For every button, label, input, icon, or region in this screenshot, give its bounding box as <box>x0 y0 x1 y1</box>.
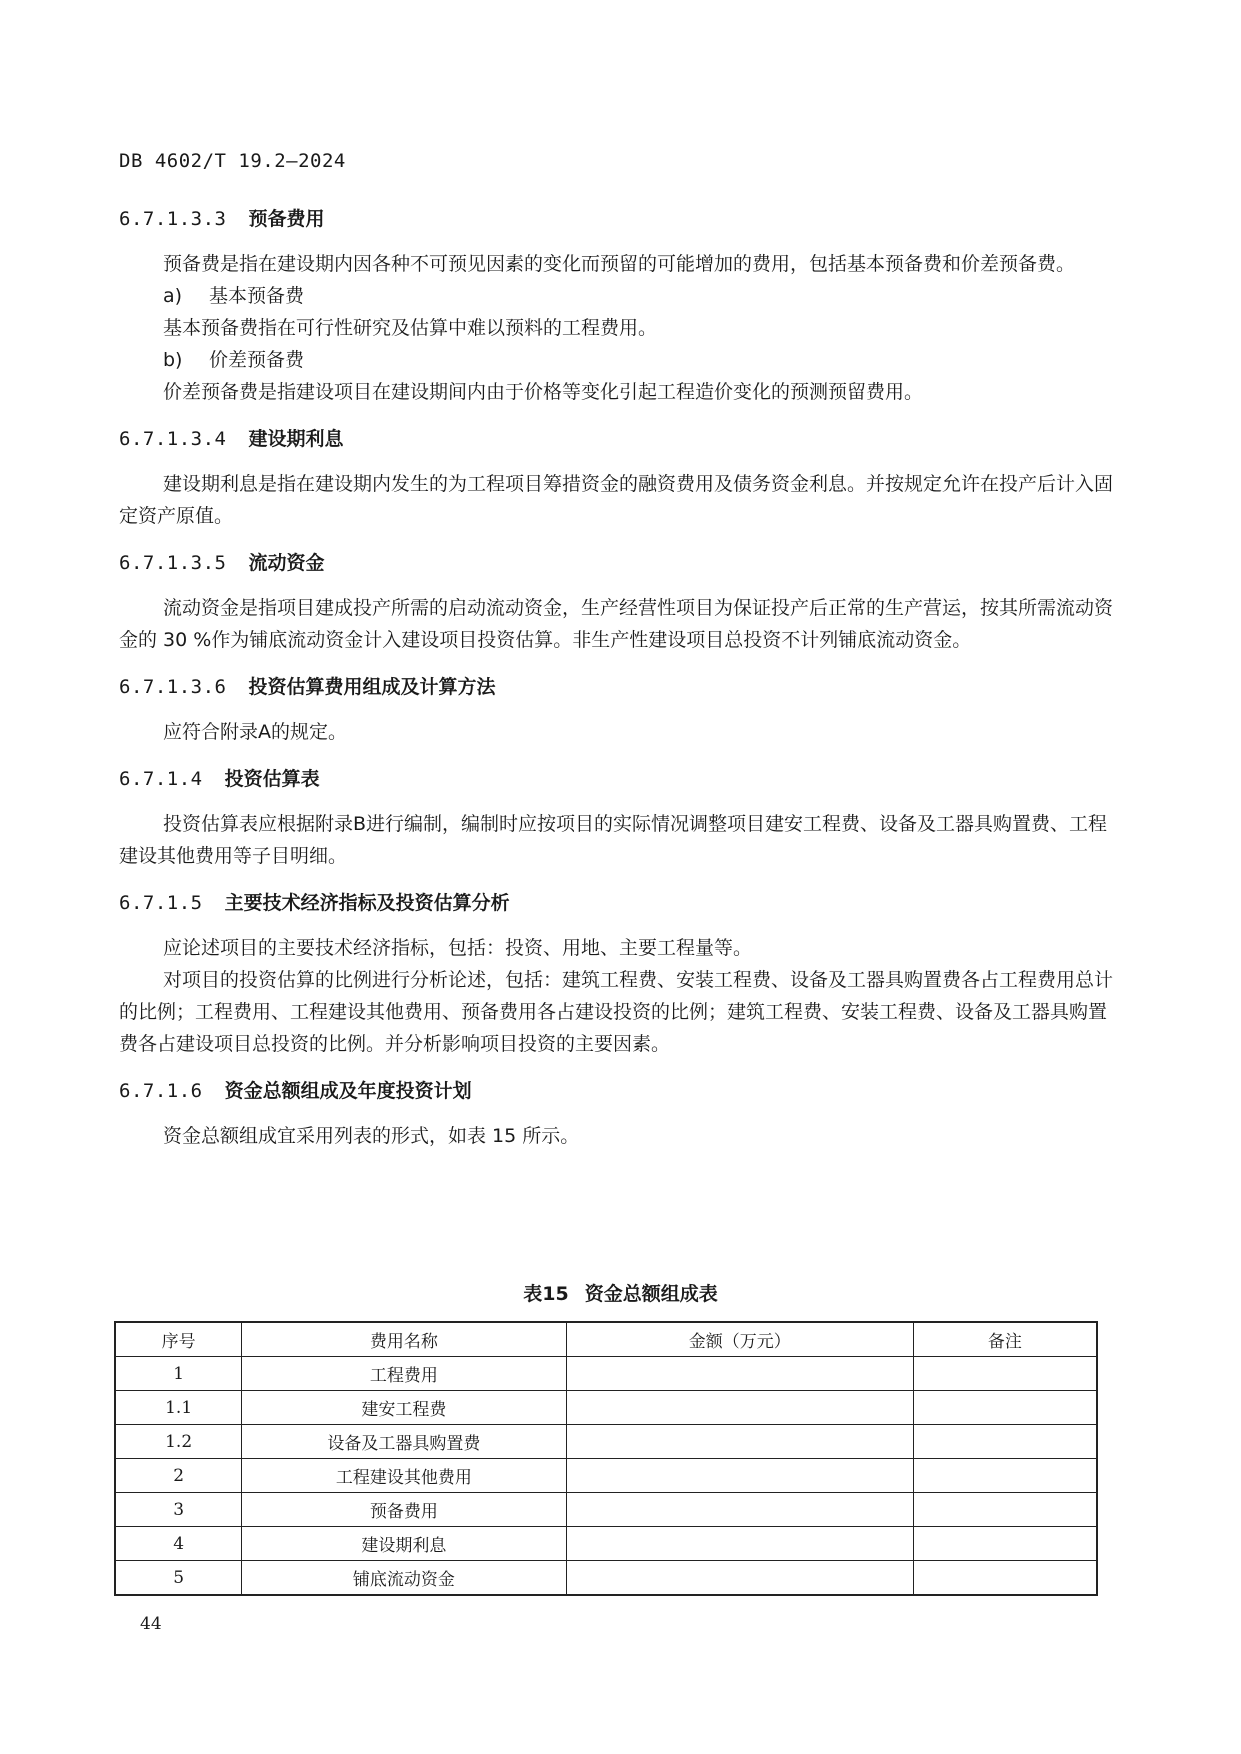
paragraph: 预备费是指在建设期内因各种不可预见因素的变化而预留的可能增加的费用，包括基本预备费和价差预备费。 <box>163 253 1076 275</box>
table-row <box>115 1527 1097 1561</box>
table-cell: 建设期利息 <box>242 1527 566 1561</box>
section-title: 主要技术经济指标及投资估算分析 <box>224 892 510 914</box>
section-number: 6.7.1.3.5 <box>119 552 227 574</box>
table-cell <box>913 1425 1097 1459</box>
list-item-b <box>119 344 1119 376</box>
table-row <box>115 1357 1097 1391</box>
column-header: 备注 <box>913 1322 1097 1357</box>
column-header: 金额（万元） <box>566 1322 913 1357</box>
section-number: 6.7.1.5 <box>119 892 203 914</box>
table-caption <box>0 1279 1241 1306</box>
paragraph: 价差预备费是指建设项目在建设期间内由于价格等变化引起工程造价变化的预测预留费用。 <box>163 381 924 403</box>
table-cell <box>913 1357 1097 1391</box>
table-cell: 设备及工器具购置费 <box>242 1425 566 1459</box>
table-cell: 3 <box>115 1493 242 1527</box>
list-label: 基本预备费 <box>209 285 305 307</box>
table-cell: 4 <box>115 1527 242 1561</box>
table-header-row <box>115 1322 1097 1357</box>
section-number: 6.7.1.3.3 <box>119 208 227 230</box>
section-heading-6716 <box>119 1076 1119 1106</box>
table-cell: 1 <box>115 1357 242 1391</box>
paragraph: 流动资金是指项目建成投产所需的启动流动资金，生产经营性项目为保证投产后正常的生产营运，按其所需流动资金的 30 %作为铺底流动资金计入建设项目投资估算。非生产性建设项目总投资不计列铺底流动资金。 <box>119 597 1114 651</box>
section-title: 流动资金 <box>248 552 325 574</box>
paragraph: 应论述项目的主要技术经济指标，包括：投资、用地、主要工程量等。 <box>163 937 753 959</box>
table-caption-title: 资金总额组成表 <box>584 1283 718 1305</box>
list-marker: b) <box>163 349 183 371</box>
page-number: 44 <box>140 1614 162 1634</box>
paragraph: 应符合附录A的规定。 <box>163 721 347 743</box>
section-number: 6.7.1.4 <box>119 768 203 790</box>
table-cell: 5 <box>115 1561 242 1596</box>
section-heading-6713-5 <box>119 548 1119 578</box>
table-row <box>115 1561 1097 1596</box>
document-code: DB 4602/T 19.2—2024 <box>119 150 346 172</box>
paragraph: 基本预备费指在可行性研究及估算中难以预料的工程费用。 <box>163 317 658 339</box>
section-title: 建设期利息 <box>248 428 344 450</box>
table-cell: 1.2 <box>115 1425 242 1459</box>
section-heading-6713-3 <box>119 204 1119 234</box>
section-title: 投资估算表 <box>224 768 320 790</box>
section-heading-6714 <box>119 764 1119 794</box>
table-cell <box>913 1459 1097 1493</box>
table-caption-number: 表15 <box>523 1283 569 1305</box>
table-cell: 工程费用 <box>242 1357 566 1391</box>
table-row <box>115 1391 1097 1425</box>
column-header: 费用名称 <box>242 1322 566 1357</box>
section-number: 6.7.1.6 <box>119 1080 203 1102</box>
paragraph: 建设期利息是指在建设期内发生的为工程项目筹措资金的融资费用及债务资金利息。并按规定允许在投产后计入固定资产原值。 <box>119 473 1114 527</box>
table-cell <box>913 1391 1097 1425</box>
table-cell <box>566 1527 913 1561</box>
table-cell: 预备费用 <box>242 1493 566 1527</box>
section-title: 预备费用 <box>248 208 325 230</box>
table-cell <box>566 1391 913 1425</box>
table-cell <box>566 1561 913 1596</box>
table-cell: 铺底流动资金 <box>242 1561 566 1596</box>
document-body <box>119 204 1119 1152</box>
section-heading-6713-6 <box>119 672 1119 702</box>
table-cell: 建安工程费 <box>242 1391 566 1425</box>
section-title: 资金总额组成及年度投资计划 <box>224 1080 472 1102</box>
table-cell: 2 <box>115 1459 242 1493</box>
column-header: 序号 <box>115 1322 242 1357</box>
table-cell <box>913 1527 1097 1561</box>
paragraph: 对项目的投资估算的比例进行分析论述，包括：建筑工程费、安装工程费、设备及工器具购置费各占工程费用总计的比例；工程费用、工程建设其他费用、预备费用各占建设投资的比例；建筑工程费、安装工程费、设备及工器具购置费各占建设项目总投资的比例。并分析影响项目投资的主要因素。 <box>119 969 1114 1055</box>
list-label: 价差预备费 <box>209 349 305 371</box>
list-marker: a) <box>163 285 183 307</box>
section-number: 6.7.1.3.4 <box>119 428 227 450</box>
table-cell: 1.1 <box>115 1391 242 1425</box>
paragraph: 资金总额组成宜采用列表的形式，如表 15 所示。 <box>163 1125 580 1147</box>
table-row <box>115 1493 1097 1527</box>
table-cell: 工程建设其他费用 <box>242 1459 566 1493</box>
table-cell <box>913 1561 1097 1596</box>
section-heading-6715 <box>119 888 1119 918</box>
list-item-a <box>119 280 1119 312</box>
paragraph: 投资估算表应根据附录B进行编制，编制时应按项目的实际情况调整项目建安工程费、设备及工器具购置费、工程建设其他费用等子目明细。 <box>119 813 1108 867</box>
table-row <box>115 1459 1097 1493</box>
table-cell <box>913 1493 1097 1527</box>
table-cell <box>566 1493 913 1527</box>
table-cell <box>566 1357 913 1391</box>
table-row <box>115 1425 1097 1459</box>
table-cell <box>566 1459 913 1493</box>
fund-composition-table <box>114 1321 1098 1596</box>
section-heading-6713-4 <box>119 424 1119 454</box>
section-number: 6.7.1.3.6 <box>119 676 227 698</box>
section-title: 投资估算费用组成及计算方法 <box>248 676 496 698</box>
table-cell <box>566 1425 913 1459</box>
